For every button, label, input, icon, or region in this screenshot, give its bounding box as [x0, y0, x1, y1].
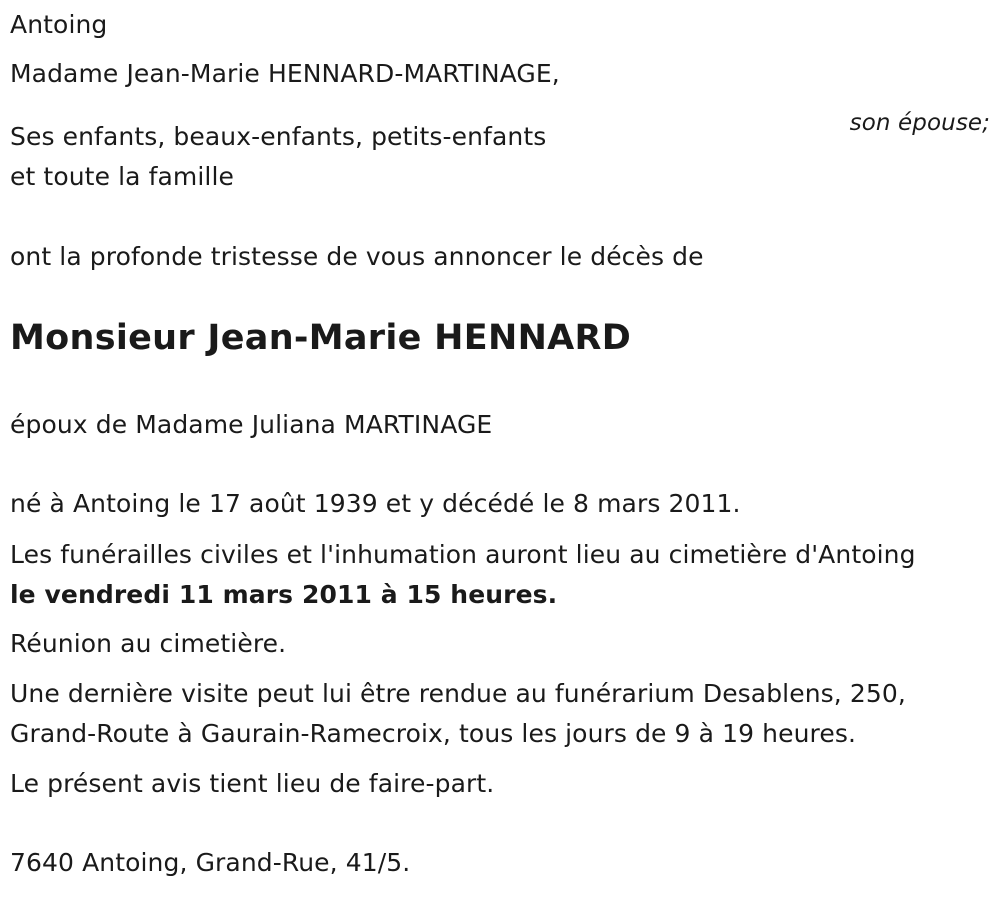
- announcement-text: ont la profonde tristesse de vous annoncer le décès de: [10, 242, 704, 271]
- faire-part-notice: Le présent avis tient lieu de faire-part.: [10, 769, 495, 798]
- family-line-1: Ses enfants, beaux-enfants, petits-enfants: [10, 122, 547, 151]
- widow-name: Madame Jean-Marie HENNARD-MARTINAGE,: [10, 59, 560, 88]
- birth-death-line: né à Antoing le 17 août 1939 et y décédé le 8 mars 2011.: [10, 489, 741, 518]
- visit-line-1: Une dernière visite peut lui être rendue au funérarium Desablens, 250,: [10, 679, 906, 708]
- meeting-place: Réunion au cimetière.: [10, 629, 287, 658]
- funeral-line-1: Les funérailles civiles et l'inhumation auront lieu au cimetière d'Antoing: [10, 540, 916, 569]
- spouse-line: époux de Madame Juliana MARTINAGE: [10, 410, 493, 439]
- town-name: Antoing: [10, 10, 108, 39]
- widow-role: son épouse;: [849, 110, 990, 136]
- family-line-2: et toute la famille: [10, 162, 235, 191]
- visit-line-2: Grand-Route à Gaurain-Ramecroix, tous les jours de 9 à 19 heures.: [10, 719, 856, 748]
- funeral-date-time: le vendredi 11 mars 2011 à 15 heures.: [10, 580, 558, 609]
- family-address: 7640 Antoing, Grand-Rue, 41/5.: [10, 848, 411, 877]
- deceased-name: Monsieur Jean-Marie HENNARD: [10, 318, 632, 358]
